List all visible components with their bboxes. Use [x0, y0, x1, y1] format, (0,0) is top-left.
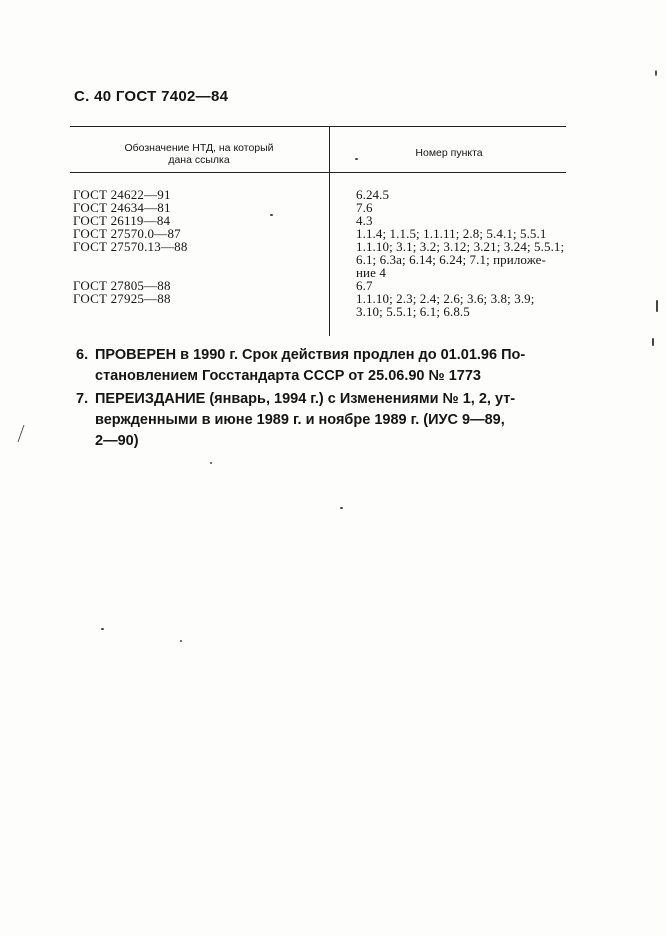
table-row-clause: 6.1; 6.3а; 6.14; 6.24; 7.1; приложе-	[356, 252, 546, 267]
note-6-number: 6.	[76, 347, 89, 363]
table-row-clause: 7.6	[356, 200, 373, 215]
table-row-clause: 1.1.10; 2.3; 2.4; 2.6; 3.6; 3.8; 3.9;	[356, 291, 535, 306]
table-row-clause: 3.10; 5.5.1; 6.1; 6.8.5	[356, 304, 470, 319]
table-column-divider	[329, 126, 330, 336]
note-6	[76, 345, 600, 387]
table-row-clause: 4.3	[356, 213, 373, 228]
document-column	[73, 188, 323, 305]
table-row-document: ГОСТ 27925—88	[73, 291, 171, 306]
note-7-text-line1: ПЕРЕИЗДАНИЕ (январь, 1994 г.) с Изменениями № 1, 2, ут-	[95, 391, 516, 407]
note-7	[76, 389, 600, 452]
scan-speck	[355, 158, 358, 160]
running-head: С. 40 ГОСТ 7402—84	[74, 88, 229, 105]
table-row-clause: 6.7	[356, 278, 373, 293]
scan-speck	[656, 300, 658, 312]
table-top-rule	[70, 126, 566, 127]
table-row-document: ГОСТ 24622—91	[73, 187, 171, 202]
scan-speck	[270, 214, 273, 216]
clause-column	[356, 188, 566, 318]
scan-speck	[652, 338, 654, 346]
table-row-clause: ние 4	[356, 265, 386, 280]
note-7-line3: 2—90)	[95, 433, 139, 449]
table-row-document: ГОСТ 27805—88	[73, 278, 171, 293]
scan-mark	[16, 424, 26, 444]
table-row-clause: 1.1.4; 1.1.5; 1.1.11; 2.8; 5.4.1; 5.5.1	[356, 226, 547, 241]
column-header-clause: Номер пункта	[415, 147, 483, 159]
note-6-text-line1: ПРОВЕРЕН в 1990 г. Срок действия продлен до 01.01.96 По-	[95, 347, 526, 363]
reference-table	[70, 126, 566, 336]
table-row-clause: 6.24.5	[356, 187, 390, 202]
table-row-document: ГОСТ 27570.0—87	[73, 226, 181, 241]
note-7-line2: вержденными в июне 1989 г. и ноябре 1989 г. (ИУС 9—89,	[95, 412, 505, 428]
scan-speck	[180, 640, 182, 642]
scan-speck	[210, 462, 212, 464]
table-row-document: ГОСТ 26119—84	[73, 213, 171, 228]
column-header-document	[88, 142, 310, 166]
row-spacer	[73, 253, 323, 279]
note-6-line2: становлением Госстандарта СССР от 25.06.90 № 1773	[95, 368, 481, 384]
table-row-clause: 1.1.10; 3.1; 3.2; 3.12; 3.21; 3.24; 5.5.1;	[356, 239, 565, 254]
column-header-document-line1: Обозначение НТД, на который	[124, 142, 274, 154]
table-header-rule	[70, 172, 566, 173]
note-7-line1	[76, 389, 600, 410]
scan-speck	[655, 70, 657, 76]
note-6-line1	[76, 345, 600, 366]
column-header-document-line2: дана ссылка	[168, 154, 230, 166]
table-row-document: ГОСТ 24634—81	[73, 200, 171, 215]
note-7-number: 7.	[76, 391, 89, 407]
table-row-document: ГОСТ 27570.13—88	[73, 239, 188, 254]
scan-speck	[101, 628, 104, 630]
scan-speck	[340, 507, 343, 509]
